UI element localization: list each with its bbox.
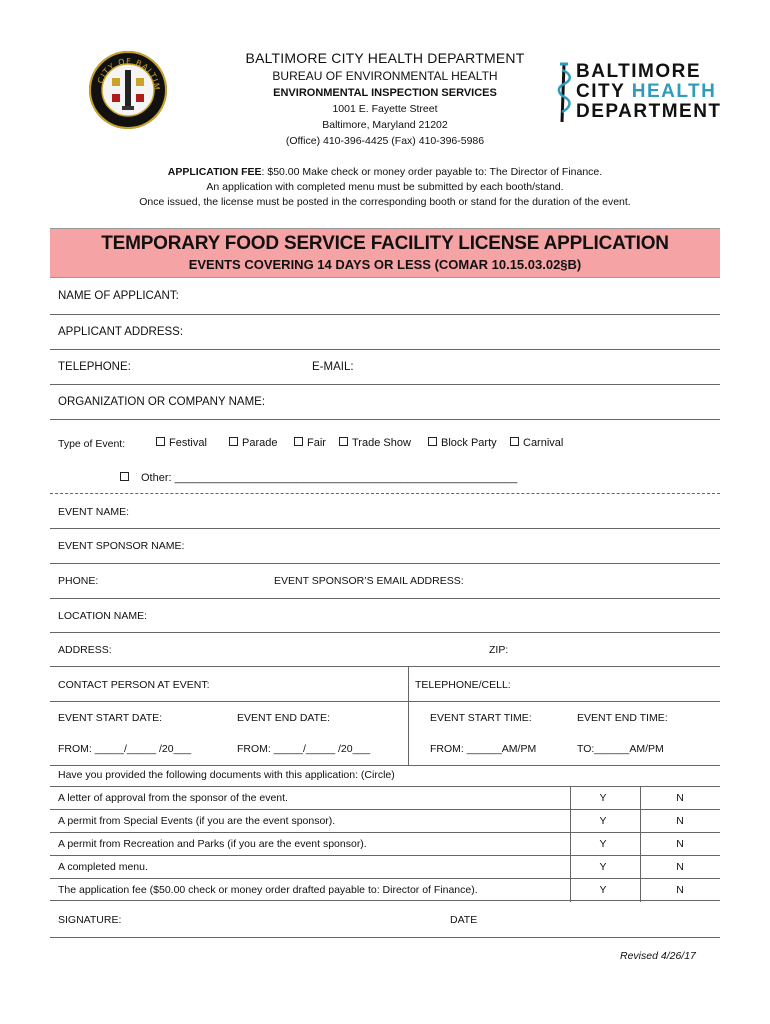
logo-line-3: DEPARTMENT [576, 101, 722, 122]
event-name-row[interactable] [50, 494, 720, 529]
start-time-field[interactable]: FROM: ______AM/PM [430, 743, 537, 755]
signature-row[interactable] [50, 902, 720, 938]
event-name-label: EVENT NAME: [58, 506, 129, 518]
document-row-special-events [50, 809, 720, 832]
organization-row[interactable] [50, 385, 720, 420]
applicant-address-label: APPLICANT ADDRESS: [58, 326, 184, 338]
yes-option[interactable]: Y [599, 838, 607, 850]
end-date-label: EVENT END DATE: [237, 712, 330, 724]
column-divider [408, 667, 409, 765]
location-name-label: LOCATION NAME: [58, 610, 148, 622]
email-label: E-MAIL: [312, 361, 354, 373]
form-title: TEMPORARY FOOD SERVICE FACILITY LICENSE APPLICATION [101, 233, 669, 254]
health-department-logo [556, 61, 722, 126]
sponsor-email-label: EVENT SPONSOR’S EMAIL ADDRESS: [274, 575, 464, 587]
checkbox-icon[interactable] [156, 437, 165, 446]
zip-label: ZIP: [489, 644, 509, 656]
no-option[interactable]: N [676, 792, 684, 804]
yes-option[interactable]: Y [599, 815, 607, 827]
no-option[interactable]: N [676, 884, 684, 896]
event-type-festival[interactable]: Festival [156, 437, 207, 449]
fee-line-2: An application with completed menu must be submitted by each booth/stand. [206, 181, 564, 193]
checkbox-icon[interactable] [120, 472, 129, 481]
address-row[interactable] [50, 633, 720, 667]
title-banner [50, 228, 720, 278]
document-text: A letter of approval from the sponsor of the event. [58, 792, 288, 804]
yes-option[interactable]: Y [599, 792, 607, 804]
phone-label: PHONE: [58, 575, 99, 587]
logo-line-1: BALTIMORE [576, 61, 702, 82]
department-name: BALTIMORE CITY HEALTH DEPARTMENT [245, 50, 525, 66]
applicant-address-row[interactable] [50, 315, 720, 350]
telephone-email-row[interactable] [50, 350, 720, 385]
logo-line-2b: HEALTH [631, 81, 717, 102]
event-type-carnival[interactable]: Carnival [510, 437, 563, 449]
document-text: The application fee ($50.00 check or money order drafted payable to: Director of Finance). [58, 884, 478, 896]
city-seal [88, 50, 168, 130]
logo-line-2a: CITY [576, 81, 632, 102]
contact-row[interactable] [50, 667, 720, 702]
event-type-other[interactable]: Other: ________________________________________________________ [120, 472, 517, 484]
telephone-label: TELEPHONE: [58, 361, 131, 373]
event-type-parade[interactable]: Parade [229, 437, 277, 449]
fee-label: APPLICATION FEE [167, 166, 262, 178]
no-option[interactable]: N [676, 838, 684, 850]
checkbox-icon[interactable] [229, 437, 238, 446]
organization-label: ORGANIZATION OR COMPANY NAME: [58, 396, 266, 408]
end-time-field[interactable]: TO:______AM/PM [577, 743, 664, 755]
form-subtitle: EVENTS COVERING 14 DAYS OR LESS (COMAR 10.15.03.02§B) [188, 257, 582, 272]
checkbox-icon[interactable] [428, 437, 437, 446]
bureau-name: BUREAU OF ENVIRONMENTAL HEALTH [272, 69, 498, 83]
applicant-name-row[interactable] [50, 278, 720, 315]
no-option[interactable]: N [676, 815, 684, 827]
yes-option[interactable]: Y [599, 861, 607, 873]
event-sponsor-label: EVENT SPONSOR NAME: [58, 540, 185, 552]
telephone-cell-label: TELEPHONE/CELL: [415, 679, 511, 691]
street-address: 1001 E. Fayette Street [332, 103, 438, 115]
yes-option[interactable]: Y [599, 884, 607, 896]
type-of-event-label: Type of Event: [58, 438, 126, 450]
header [170, 50, 600, 147]
end-date-field[interactable]: FROM: _____/_____ /20___ [237, 743, 371, 755]
document-row-sponsor-letter [50, 786, 720, 809]
city-address: Baltimore, Maryland 21202 [322, 119, 448, 131]
document-text: A permit from Special Events (if you are the event sponsor). [58, 815, 336, 827]
phone-numbers: (Office) 410-396-4425 (Fax) 410-396-5986 [285, 135, 485, 147]
checkbox-icon[interactable] [510, 437, 519, 446]
event-type-fair[interactable]: Fair [294, 437, 326, 449]
fee-text: : $50.00 Make check or money order payable to: The Director of Finance. [261, 166, 603, 178]
event-sponsor-row[interactable] [50, 529, 720, 564]
checkbox-icon[interactable] [294, 437, 303, 446]
dates-divider [50, 765, 720, 766]
date-label: DATE [450, 914, 478, 926]
documents-question: Have you provided the following documents with this application: (Circle) [58, 769, 395, 781]
start-date-label: EVENT START DATE: [58, 712, 163, 724]
revision-date: Revised 4/26/17 [620, 950, 696, 962]
contact-person-label: CONTACT PERSON AT EVENT: [58, 679, 210, 691]
end-time-label: EVENT END TIME: [577, 712, 668, 724]
start-date-field[interactable]: FROM: _____/_____ /20___ [58, 743, 192, 755]
caduceus-icon [556, 62, 576, 126]
document-text: A completed menu. [58, 861, 148, 873]
event-type-trade-show[interactable]: Trade Show [339, 437, 411, 449]
no-option[interactable]: N [676, 861, 684, 873]
phone-row[interactable] [50, 564, 720, 599]
checkbox-icon[interactable] [339, 437, 348, 446]
fee-line-3: Once issued, the license must be posted in the corresponding booth or stand for the duration of the event. [139, 196, 631, 208]
event-type-block-party[interactable]: Block Party [428, 437, 497, 449]
fee-info [50, 165, 720, 210]
document-text: A permit from Recreation and Parks (if you are the event sponsor). [58, 838, 367, 850]
start-time-label: EVENT START TIME: [430, 712, 532, 724]
document-row-recreation-parks [50, 832, 720, 855]
signature-label: SIGNATURE: [58, 914, 122, 926]
location-name-row[interactable] [50, 599, 720, 633]
seal-ring-text: CITY OF BALTIM [95, 56, 162, 92]
document-row-menu [50, 855, 720, 878]
applicant-name-label: NAME OF APPLICANT: [58, 290, 179, 302]
services-name: ENVIRONMENTAL INSPECTION SERVICES [273, 87, 497, 99]
document-row-fee [50, 878, 720, 901]
address-label: ADDRESS: [58, 644, 112, 656]
